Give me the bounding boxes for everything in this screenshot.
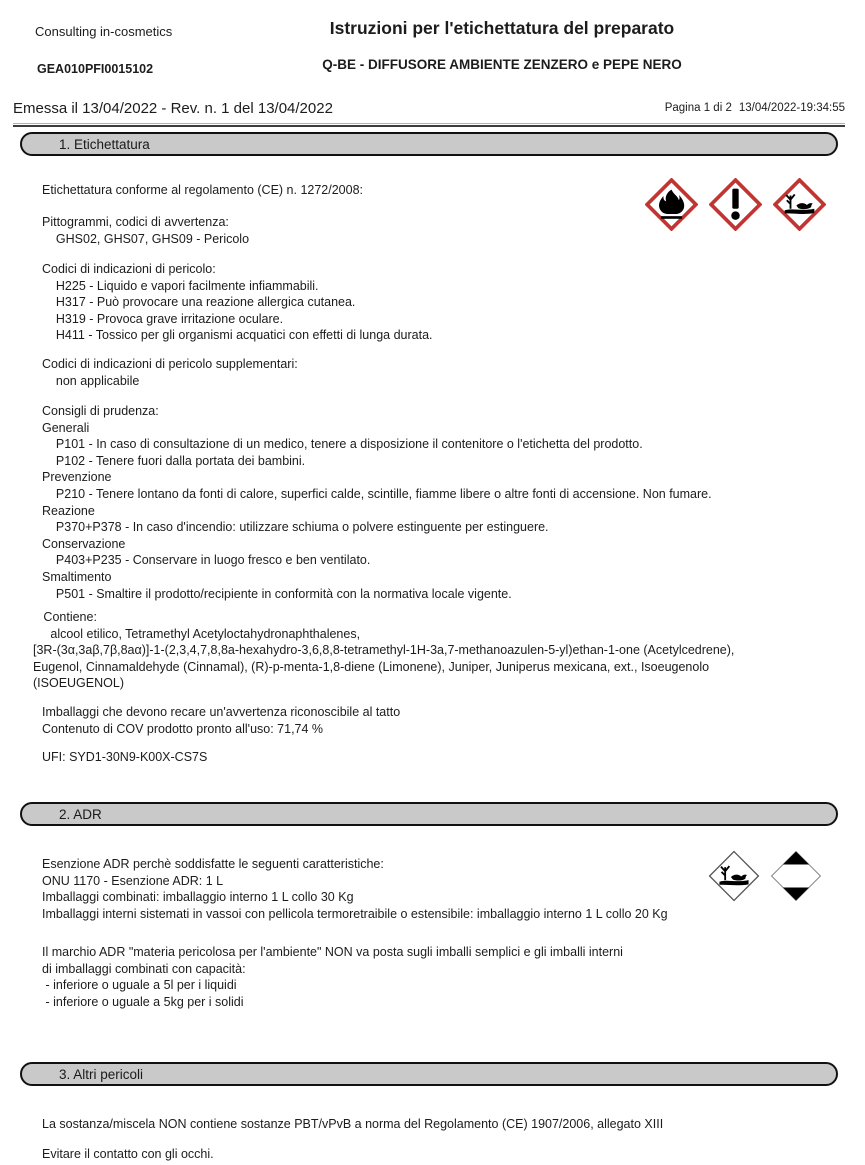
text-line: H225 - Liquido e vapori facilmente infiammabili.: [42, 278, 319, 293]
print-timestamp: 13/04/2022-19:34:55: [738, 102, 845, 114]
section-header-etichettatura: [20, 132, 838, 156]
text-line: Eugenol, Cinnamaldehyde (Cinnamal), (R)-p-menta-1,8-diene (Limonene), Juniper, Juniperus mexicana, ext., Isoeugenolo: [33, 659, 710, 674]
text-line: P403+P235 - Conservare in luogo fresco e ben ventilato.: [42, 553, 371, 568]
section-title: 2. ADR: [59, 806, 102, 822]
text-line: P102 - Tenere fuori dalla portata dei bambini.: [42, 453, 306, 468]
text-line: Generali: [42, 420, 90, 435]
text-line: H317 - Può provocare una reazione allergica cutanea.: [42, 295, 356, 310]
header-divider: [13, 123, 845, 124]
text-line: GHS02, GHS07, GHS09 - Pericolo: [42, 231, 250, 246]
text-line: H411 - Tossico per gli organismi acquatici con effetti di lunga durata.: [42, 328, 433, 343]
text-line: Prevenzione: [42, 470, 112, 485]
page-title: Istruzioni per l'etichettatura del preparato: [329, 18, 675, 38]
text-line: di imballaggi combinati con capacità:: [42, 961, 246, 976]
section-header-altri-pericoli: [20, 1062, 838, 1086]
company-name: Consulting in-cosmetics: [35, 24, 173, 39]
issue-revision-line: Emessa il 13/04/2022 - Rev. n. 1 del 13/04/2022: [13, 100, 333, 117]
text-line: - inferiore o uguale a 5l per i liquidi: [42, 978, 237, 993]
paragraph: [33, 609, 854, 692]
ghs09-environment-icon: [773, 178, 826, 231]
text-line: [3R-(3α,3aβ,7β,8aα)]-1-(2,3,4,7,8,8a-hexahydro-3,6,8,8-tetramethyl-1H-3a,7-methanoazulen-5-yl)ethan-1-one (Acetylcedrene),: [33, 643, 735, 658]
ghs07-exclamation-icon: [709, 178, 762, 231]
text-line: Imballaggi che devono recare un'avvertenza riconoscibile al tatto: [42, 705, 401, 719]
section-title: 1. Etichettatura: [59, 136, 150, 152]
text-line: Pittogrammi, codici di avvertenza:: [42, 215, 229, 229]
adr-environment-hazard-icon: [708, 850, 760, 902]
text-line: Contenuto di COV prodotto pronto all'uso: 71,74 %: [42, 721, 324, 736]
text-line: Consigli di prudenza:: [42, 404, 159, 418]
text-line: UFI: SYD1-30N9-K00X-CS7S: [42, 750, 208, 764]
paragraph: [42, 1146, 854, 1163]
section-title: 3. Altri pericoli: [59, 1066, 144, 1082]
paragraph: [42, 403, 854, 602]
text-line: P101 - In caso di consultazione di un medico, tenere a disposizione il contenitore o l'etichetta del prodotto.: [42, 437, 643, 452]
text-line: non applicabile: [42, 373, 140, 388]
page-info: [658, 102, 845, 114]
text-line: Codici di indicazioni di pericolo supplementari:: [42, 357, 298, 371]
document-code: GEA010PFI0015102: [37, 62, 154, 76]
text-line: La sostanza/miscela NON contiene sostanze PBT/vPvB a norma del Regolamento (CE) 1907/2006, allegato XIII: [42, 1117, 664, 1131]
text-line: Codici di indicazioni di pericolo:: [42, 262, 216, 276]
text-line: Il marchio ADR "materia pericolosa per l'ambiente" NON va posta sugli imballi semplici e gli imballi interni: [42, 945, 623, 959]
section-header-adr: [20, 802, 838, 826]
product-name: Q-BE - DIFFUSORE AMBIENTE ZENZERO e PEPE NERO: [322, 57, 682, 72]
text-line: Esenzione ADR perchè soddisfatte le seguenti caratteristiche:: [42, 857, 384, 871]
paragraph: [42, 261, 854, 344]
text-line: Etichettatura conforme al regolamento (CE) n. 1272/2008:: [42, 183, 364, 197]
adr-marks: [708, 850, 822, 902]
text-line: P501 - Smaltire il prodotto/recipiente in conformità con la normativa locale vigente.: [42, 586, 512, 601]
paragraph: [42, 356, 854, 389]
paragraph: [42, 944, 854, 1010]
text-line: Conservazione: [42, 536, 126, 551]
text-line: Reazione: [42, 503, 95, 518]
text-line: P210 - Tenere lontano da fonti di calore, superfici calde, scintille, fiamme libere o altre fonti di accensione. Non fumare.: [42, 486, 712, 501]
text-line: alcool etilico, Tetramethyl Acetyloctahydronaphthalenes,: [33, 626, 361, 641]
ghs-pictograms: [645, 178, 826, 231]
text-line: H319 - Provoca grave irritazione oculare.: [42, 311, 284, 326]
limited-quantity-icon: [770, 850, 822, 902]
page-number: Pagina 1 di 2: [664, 102, 732, 114]
text-line: Evitare il contatto con gli occhi.: [42, 1147, 214, 1161]
text-line: Imballaggi interni sistemati in vassoi con pellicola termoretraibile o estensibile: imballaggio interno 1 L collo 20 Kg: [42, 906, 668, 921]
header-divider-thick: [13, 125, 845, 127]
paragraph: [42, 1116, 854, 1133]
text-line: Imballaggi combinati: imballaggio interno 1 L collo 30 Kg: [42, 890, 354, 905]
text-line: ONU 1170 - Esenzione ADR: 1 L: [42, 873, 224, 888]
text-line: Smaltimento: [42, 569, 112, 584]
paragraph: [42, 749, 854, 766]
text-line: P370+P378 - In caso d'incendio: utilizzare schiuma o polvere estinguente per estinguere.: [42, 520, 549, 535]
text-line: Contiene:: [33, 610, 97, 624]
text-line: (ISOEUGENOL): [33, 676, 124, 691]
ghs02-flame-icon: [645, 178, 698, 231]
text-line: - inferiore o uguale a 5kg per i solidi: [42, 994, 244, 1009]
paragraph: [42, 704, 854, 737]
